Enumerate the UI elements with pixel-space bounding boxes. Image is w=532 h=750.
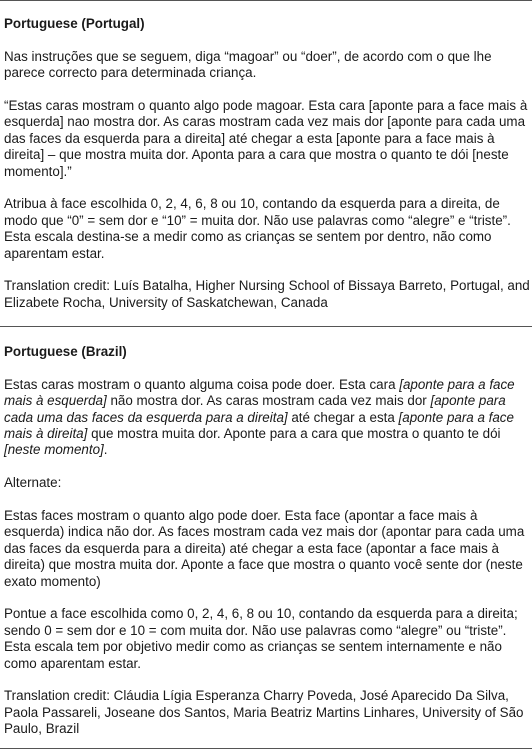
portugal-script: “Estas caras mostram o quanto algo pode magoar. Esta cara [aponte para a face mais à esquerda] nao mostra dor. As caras mostram cada vez mais dor [aponte para cada uma das faces da esquerda para a direita] até chegar a esta [aponte para a face mais à direita] – que mostra muita dor. Aponta para a cara que mostra o quanto te dói [neste momento].” xyxy=(4,98,528,179)
section-heading-portugal: Portuguese (Portugal) xyxy=(4,16,145,31)
brazil-script-instruction-1: [aponte para a face mais à esquerda] xyxy=(4,376,515,409)
brazil-script-instruction-2: [aponte para cada uma das faces da esquerda para a direita] xyxy=(4,393,506,425)
brazil-script-text-4: que mostra muita dor. Aponte para a cara que mostra o quanto te dói xyxy=(87,426,501,442)
section-heading-brazil: Portuguese (Brazil) xyxy=(4,344,127,359)
brazil-credit: Translation credit: Cláudia Lígia Esperanza Charry Poveda, José Aparecido Da Silva, Paola Passareli, Joseane dos Santos, Maria Beatriz Martins Linhares, University of São Paulo, Brazil xyxy=(4,688,524,737)
brazil-script-instruction-3: [aponte para a face mais à direita] xyxy=(4,409,514,442)
brazil-script xyxy=(4,377,530,459)
brazil-script-text-2: não mostra dor. As caras mostram cada vez mais dor xyxy=(106,393,431,409)
brazil-script-instruction-4: [neste momento] xyxy=(4,442,104,458)
bottom-rule xyxy=(0,748,532,749)
portugal-intro: Nas instruções que se seguem, diga “magoar” ou “doer”, de acordo com o que lhe parece correcto para determinada criança. xyxy=(4,48,492,81)
brazil-alternate-label: Alternate: xyxy=(4,475,62,491)
brazil-alternate: Estas faces mostram o quanto algo pode doer. Esta face (apontar a face mais à esquerda) indica não dor. As faces mostram cada vez mais dor (apontar para cada uma das faces da esquerda para a direita) até chegar a esta face (apontar a face mais à direita) que mostra muita dor. Aponte a face que mostra o quanto você sente dor (neste exato momento) xyxy=(4,508,525,589)
section-portugal xyxy=(4,16,530,311)
portugal-scoring: Atribua à face escolhida 0, 2, 4, 6, 8 ou 10, contando da esquerda para a direita, de modo que “0” = sem dor e “10” = muita dor. Não use palavras como “alegre” e “triste”. Esta escala destina-se a medir como as crianças se sentem por dentro, não como aparentam estar. xyxy=(4,196,511,261)
brazil-script-text-3: até chegar a esta xyxy=(287,409,399,425)
brazil-scoring: Pontue a face escolhida como 0, 2, 4, 6, 8 ou 10, contando da esquerda para a direita; sendo 0 = sem dor e 10 = com muita dor. Não use palavras como “alegre” ou “triste”. Esta escala tem por objetivo medir como as crianças se sentem internamente e não como aparentam estar. xyxy=(4,606,518,671)
brazil-script-text-1: Estas caras mostram o quanto alguma coisa pode doer. Esta cara xyxy=(4,376,400,392)
top-rule xyxy=(0,0,532,1)
section-divider xyxy=(0,326,532,327)
section-brazil xyxy=(4,344,530,738)
brazil-script-text-5: . xyxy=(103,442,108,458)
portugal-credit: Translation credit: Luís Batalha, Higher Nursing School of Bissaya Barreto, Portugal, and Elizabete Rocha, University of Saskatchewan, Canada xyxy=(4,278,530,310)
